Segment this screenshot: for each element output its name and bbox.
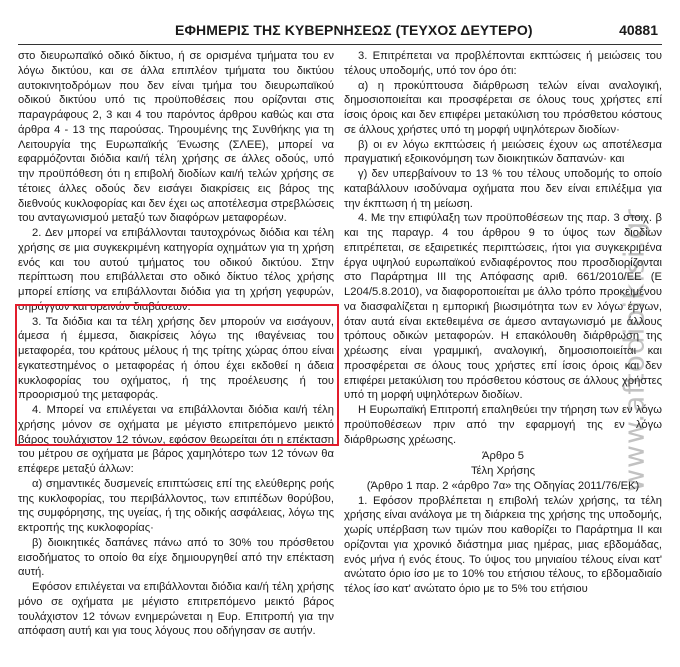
gazette-title: ΕΦΗΜΕΡΙΣ ΤΗΣ ΚΥΒΕΡΝΗΣΕΩΣ (ΤΕΥΧΟΣ ΔΕΥΤΕΡΟ) [175, 22, 533, 38]
paragraph: 3. Τα διόδια και τα τέλη χρήσης δεν μπορούν να εισάγουν, άμεσα ή έμμεσα, διακρίσεις λόγω της ιθαγένειας του μεταφορέα, του κράτους μέλους ή της τρίτης χώρας όπου είναι εγκατεστημένος ο μεταφορέας ή όπου έχει εκδοθεί η άδεια κυκλοφορίας του οχήματος, ή της προέλευσης ή του προορισμού της μεταφοράς. [18, 315, 334, 402]
header-rule [18, 44, 662, 45]
paragraph: γ) δεν υπερβαίνουν το 13 % του τέλους υποδομής το οποίο καταβάλλουν ισοδύναμα οχήματα που δεν είναι επιλέξιμα για την έκπτωση ή τη μείωση. [344, 168, 662, 210]
article-source: (Άρθρο 1 παρ. 2 «άρθρο 7α» της Οδηγίας 2011/76/ΕΚ) [366, 479, 640, 492]
red-highlight-box [15, 304, 339, 446]
paragraph: 3. Επιτρέπεται να προβλέπονται εκπτώσεις ή μειώσεις του τέλους υποδομής, υπό τον όρο ότι: [344, 50, 662, 77]
paragraph: β) διοικητικές δαπάνες πάνω από το 30% του πρόσθετου εισοδήματος το οποίο θα είχε δημιουργηθεί από την επέκταση αυτή. [18, 536, 334, 579]
paragraph: α) η προκύπτουσα διάρθρωση τελών είναι αναλογική, δημοσιοποιείται και προσφέρεται σε όλους τους χρήστες επί ίσοις όροις και δεν επιφέρει μετακύλιση του πρόσθετου κόστους σε άλλους χρήστες υπό τη μορφή υψηλότερων διοδίων· [344, 79, 662, 136]
article-heading: Άρθρο 5 [482, 450, 524, 463]
paragraph: α) σημαντικές δυσμενείς επιπτώσεις επί της ελεύθερης ροής της κυκλοφορίας, του περιβάλλοντος, των επιπέδων θορύβου, της συμφόρησης, της υγείας, ή της οδικής ασφάλειας, λόγω της εκτροπής της κυκλοφορίας· [18, 477, 334, 534]
page-header [0, 22, 680, 44]
paragraph: β) οι εν λόγω εκπτώσεις ή μειώσεις έχουν ως αποτέλεσμα πραγματική εξοικονόμηση των διοικητικών δαπανών· και [344, 138, 662, 166]
paragraph: 4. Με την επιφύλαξη των προϋποθέσεων της παρ. 3 στοιχ. β και της παραγρ. 4 του άρθρου 9 το ύψος των διοδίων επιτρέπεται, σε εξαιρετικές περιπτώσεις, ήτοι για συγκεκριμένα έργα υψηλού ευρωπαϊκού ενδιαφέροντος που προσδιορίζονται στο Παράρτημα ΙΙΙ της Απόφασης αριθ. 661/2010/ΕΕ (Ε L204/5.8.2010), να διαφοροποιείται με άλλο τρόπο προκειμένου να διασφαλίζεται η εμπορική βιωσιμότητα των εν λόγω έργων, όταν αυτά είναι εκτεθειμένα σε άμεσο ανταγωνισμό με άλλους τρόπους οδικών μεταφορών. Η επακόλουθη διάρθρωση της χρέωσης είναι γραμμική, αναλογική, δημοσιοποιείται και προσφέρεται σε όλους τους χρήστες επί ίσοις όροις και δεν επιφέρει μετακύλιση του πρόσθετου κόστους σε άλλους χρήστες υπό τη μορφή υψηλότερων διοδίων. [344, 212, 662, 402]
paragraph: Η Ευρωπαϊκή Επιτροπή επαληθεύει την τήρηση των εν λόγω προϋποθέσεων πριν από την εφαρμογή της εν λόγω διάρθρωσης χρέωσης. [344, 404, 662, 446]
page-number: 40881 [619, 22, 658, 38]
watermark [612, 30, 660, 660]
paragraph: στο διευρωπαϊκό οδικό δίκτυο, ή σε ορισμένα τμήματα του εν λόγω δικτύου, και σε άλλα επιπλέον τμήματα του δικτύου αυτοκινητοδρόμων που δεν είναι τμήμα του διευρωπαϊκού οδικού δικτύου υπό τις προϋποθέσεις που ορίζονται στις παραγράφους 2, 3 και 4 του παρόντος άρθρου καθώς και στα άρθρα 4 - 13 της παρούσας. Τηρουμένης της Συνθήκης για τη Λειτουργία της Ευρωπαϊκής Ένωσης (ΣΛΕΕ), μπορεί να εφαρμόζονται διόδια και/ή τέλη χρήσης σε άλλες οδούς, υπό την προϋπόθεση ότι η επιβολή διοδίων και/ή τελών χρήσης σε τέτοιες άλλες οδούς δεν εισάγει διακρίσεις εις βάρος της διεθνούς κυκλοφορίας και δεν έχει ως αποτέλεσμα στρεβλώσεις του ανταγωνισμού μεταξύ των διαφόρων μεταφορέων. [18, 50, 334, 225]
article-title: Τέλη Χρήσης [470, 465, 536, 477]
paragraph: Εφόσον επιλέγεται να επιβάλλονται διόδια και/ή τέλη χρήσης μόνο σε οχήματα με μέγιστο επιτρεπόμενο μεικτό βάρος τουλάχιστον 12 τόνων ενημερώνεται η Ευρ. Επιτροπή για την απόφαση αυτή και για τους λόγους που οδήγησαν σε αυτήν. [18, 581, 334, 638]
paragraph: 1. Εφόσον προβλέπεται η επιβολή τελών χρήσης, τα τέλη χρήσης είναι ανάλογα με τη διάρκεια της χρήσης της υποδομής, χωρίς υπέρβαση των τιμών που καθορίζει το Παράρτημα ΙΙ και ορίζονται για χρονικό διάστημα μιας ημέρας, μιας εβδομάδας, ενός μήνα ή ενός έτους. Το ύψος του μηνιαίου τέλους είναι κατ' ανώτατο όριο ίσο με το 10% του ετήσιου τέλους, το εβδομαδιαίο τέλος ίσο κατ' ανώτατο όριο με το 5% του ετήσιου [344, 494, 662, 595]
watermark-text: www.aftodioikisi.gr [617, 208, 651, 492]
paragraph: 4. Μπορεί να επιλέγεται να επιβάλλονται διόδια και/ή τέλη χρήσης μόνον σε οχήματα με μέγιστο επιτρεπόμενο μεικτό βάρος τουλάχιστον 12 τόνων, εφόσον θεωρείται ότι η επέκταση του μέτρου σε οχήματα με βάρος χαμηλότερο των 12 τόνων θα επέφερε μεταξύ άλλων: [18, 404, 334, 475]
paragraph-highlighted: 2. Δεν μπορεί να επιβάλλονται ταυτοχρόνως διόδια και τέλη χρήσης σε μια συγκεκριμένη κατηγορία οχημάτων για τη χρήση ενός και του αυτού τμήματος του οδικού δικτύου. Στην περίπτωση που επιβάλλεται στο οδικό δίκτυο τέλος χρήσης μπορεί επίσης να επιβάλλονται διόδια για τη χρήση γεφυρών, σηράγγων και ορεινών διαβάσεων. [18, 227, 334, 313]
